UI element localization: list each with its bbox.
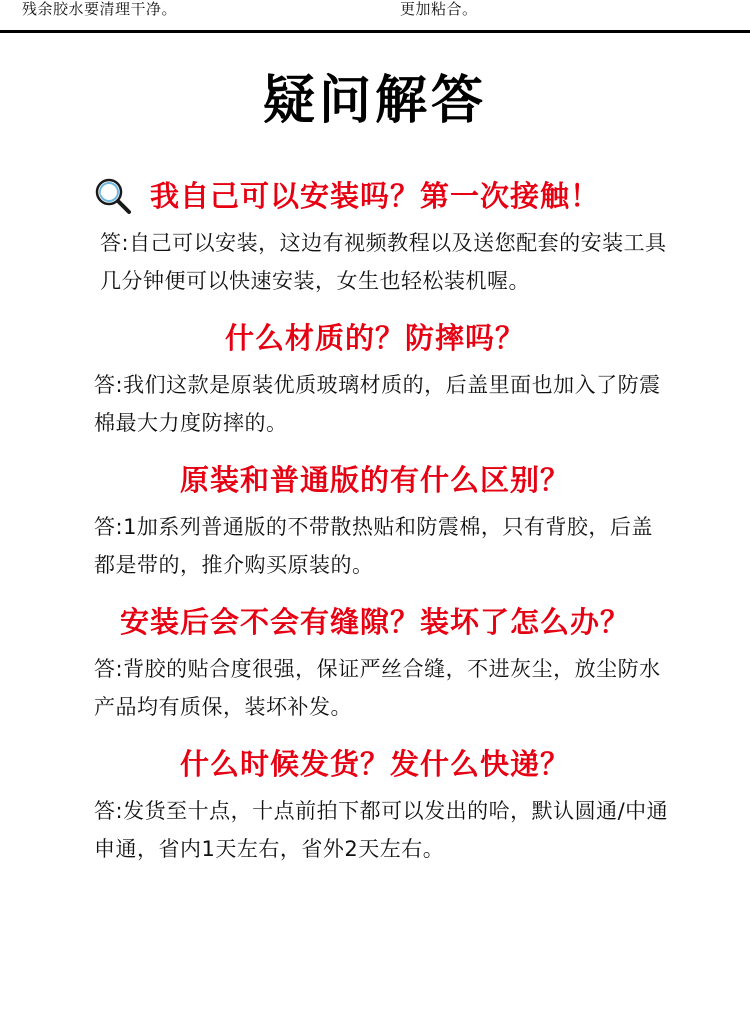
top-strip-right-text: 更加粘合。 <box>400 1 478 18</box>
faq-question-text: 安装后会不会有缝隙？装坏了怎么办？ <box>119 605 630 639</box>
faq-question-row <box>0 456 750 504</box>
top-strip-left-text: 残余胶水要清理干净。 <box>22 1 178 18</box>
faq-item <box>0 314 750 442</box>
top-strip <box>0 0 750 30</box>
faq-item <box>0 598 750 726</box>
faq-item <box>0 740 750 868</box>
faq-answer-text: 答:自己可以安装，这边有视频教程以及送您配套的安装工具几分钟便可以快速安装，女生也轻松装机喔。 <box>100 231 667 293</box>
faq-question-text: 什么材质的？防摔吗？ <box>224 321 525 355</box>
faq-question-row <box>0 172 750 220</box>
faq-question-row <box>0 314 750 362</box>
faq-question-text: 我自己可以安装吗？第一次接触！ <box>149 179 600 213</box>
faq-question-row <box>0 598 750 646</box>
faq-answer-text: 答:发货至十点，十点前拍下都可以发出的哈，默认圆通/中通申通，省内1天左右，省外2天左右。 <box>94 799 669 861</box>
page-title: 疑问解答 <box>262 71 487 131</box>
magnifier-icon <box>92 176 134 218</box>
faq-question-text: 什么时候发货？发什么快递？ <box>179 747 570 781</box>
faq-answer-text: 答:背胶的贴合度很强，保证严丝合缝，不进灰尘，放尘防水产品均有质保，装坏补发。 <box>94 657 661 719</box>
faq-answer-text: 答:1加系列普通版的不带散热贴和防震棉，只有背胶，后盖都是带的，推介购买原装的。 <box>94 515 653 577</box>
faq-question-text: 原装和普通版的有什么区别？ <box>179 463 570 497</box>
section-divider <box>0 30 750 33</box>
faq-answer-text: 答:我们这款是原装优质玻璃材质的，后盖里面也加入了防震棉最大力度防摔的。 <box>94 373 661 435</box>
faq-item <box>0 172 750 300</box>
faq-item <box>0 456 750 584</box>
faq-question-row <box>0 740 750 788</box>
faq-list <box>0 172 750 882</box>
